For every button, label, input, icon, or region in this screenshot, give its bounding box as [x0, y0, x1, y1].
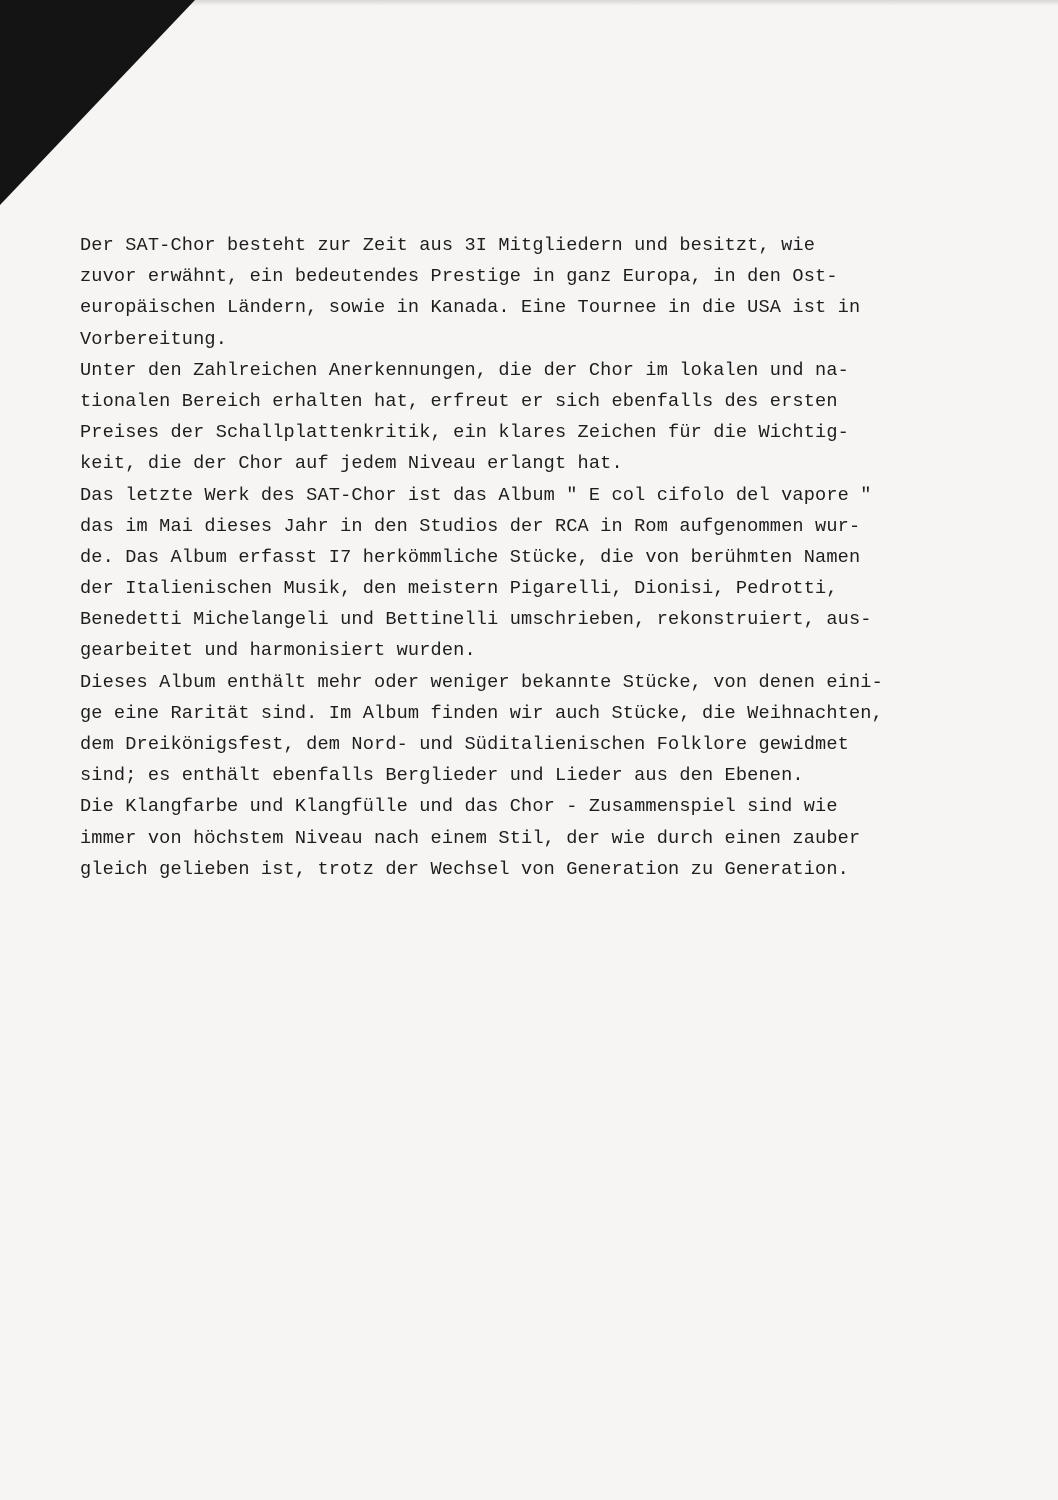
- text-line: sind; es enthält ebenfalls Berglieder und Lieder aus den Ebenen.: [80, 765, 804, 787]
- text-line: das im Mai dieses Jahr in den Studios der RCA in Rom aufgenommen wur-: [80, 515, 861, 537]
- text-line: Der SAT-Chor besteht zur Zeit aus 3I Mitgliedern und besitzt, wie: [80, 235, 816, 256]
- text-line: gleich gelieben ist, trotz der Wechsel von Generation zu Generation.: [80, 858, 849, 880]
- text-line: europäischen Ländern, sowie in Kanada. Eine Tournee in die USA ist in: [80, 297, 861, 319]
- typewritten-text-body: [80, 230, 980, 885]
- text-line: Benedetti Michelangeli und Bettinelli umschrieben, rekonstruiert, aus-: [80, 609, 872, 631]
- text-line: zuvor erwähnt, ein bedeutendes Prestige in ganz Europa, in den Ost-: [80, 266, 838, 288]
- text-line: Vorbereitung.: [80, 328, 228, 350]
- text-line: keit, die der Chor auf jedem Niveau erlangt hat.: [80, 453, 623, 475]
- text-line: immer von höchstem Niveau nach einem Stil, der wie durch einen zauber: [80, 827, 861, 849]
- text-line: Unter den Zahlreichen Anerkennungen, die der Chor im lokalen und na-: [80, 359, 849, 381]
- text-line: gearbeitet und harmonisiert wurden.: [80, 640, 476, 662]
- text-line: ge eine Rarität sind. Im Album finden wir auch Stücke, die Weihnachten,: [80, 702, 883, 724]
- text-line: de. Das Album erfasst I7 herkömmliche Stücke, die von berühmten Namen: [80, 546, 861, 568]
- text-line: dem Dreikönigsfest, dem Nord- und Süditalienischen Folklore gewidmet: [80, 734, 849, 755]
- text-line: Das letzte Werk des SAT-Chor ist das Album " E col cifolo del vapore ": [80, 484, 872, 506]
- text-line: tionalen Bereich erhalten hat, erfreut er sich ebenfalls des ersten: [80, 390, 838, 412]
- text-line: Preises der Schallplattenkritik, ein klares Zeichen für die Wichtig-: [80, 422, 849, 444]
- folded-corner: [0, 0, 195, 205]
- text-line: Dieses Album enthält mehr oder weniger bekannte Stücke, von denen eini-: [80, 671, 883, 693]
- text-line: Die Klangfarbe und Klangfülle und das Chor - Zusammenspiel sind wie: [80, 796, 838, 818]
- page-top-edge-shadow: [190, 0, 1058, 6]
- text-line: der Italienischen Musik, den meistern Pigarelli, Dionisi, Pedrotti,: [80, 578, 838, 600]
